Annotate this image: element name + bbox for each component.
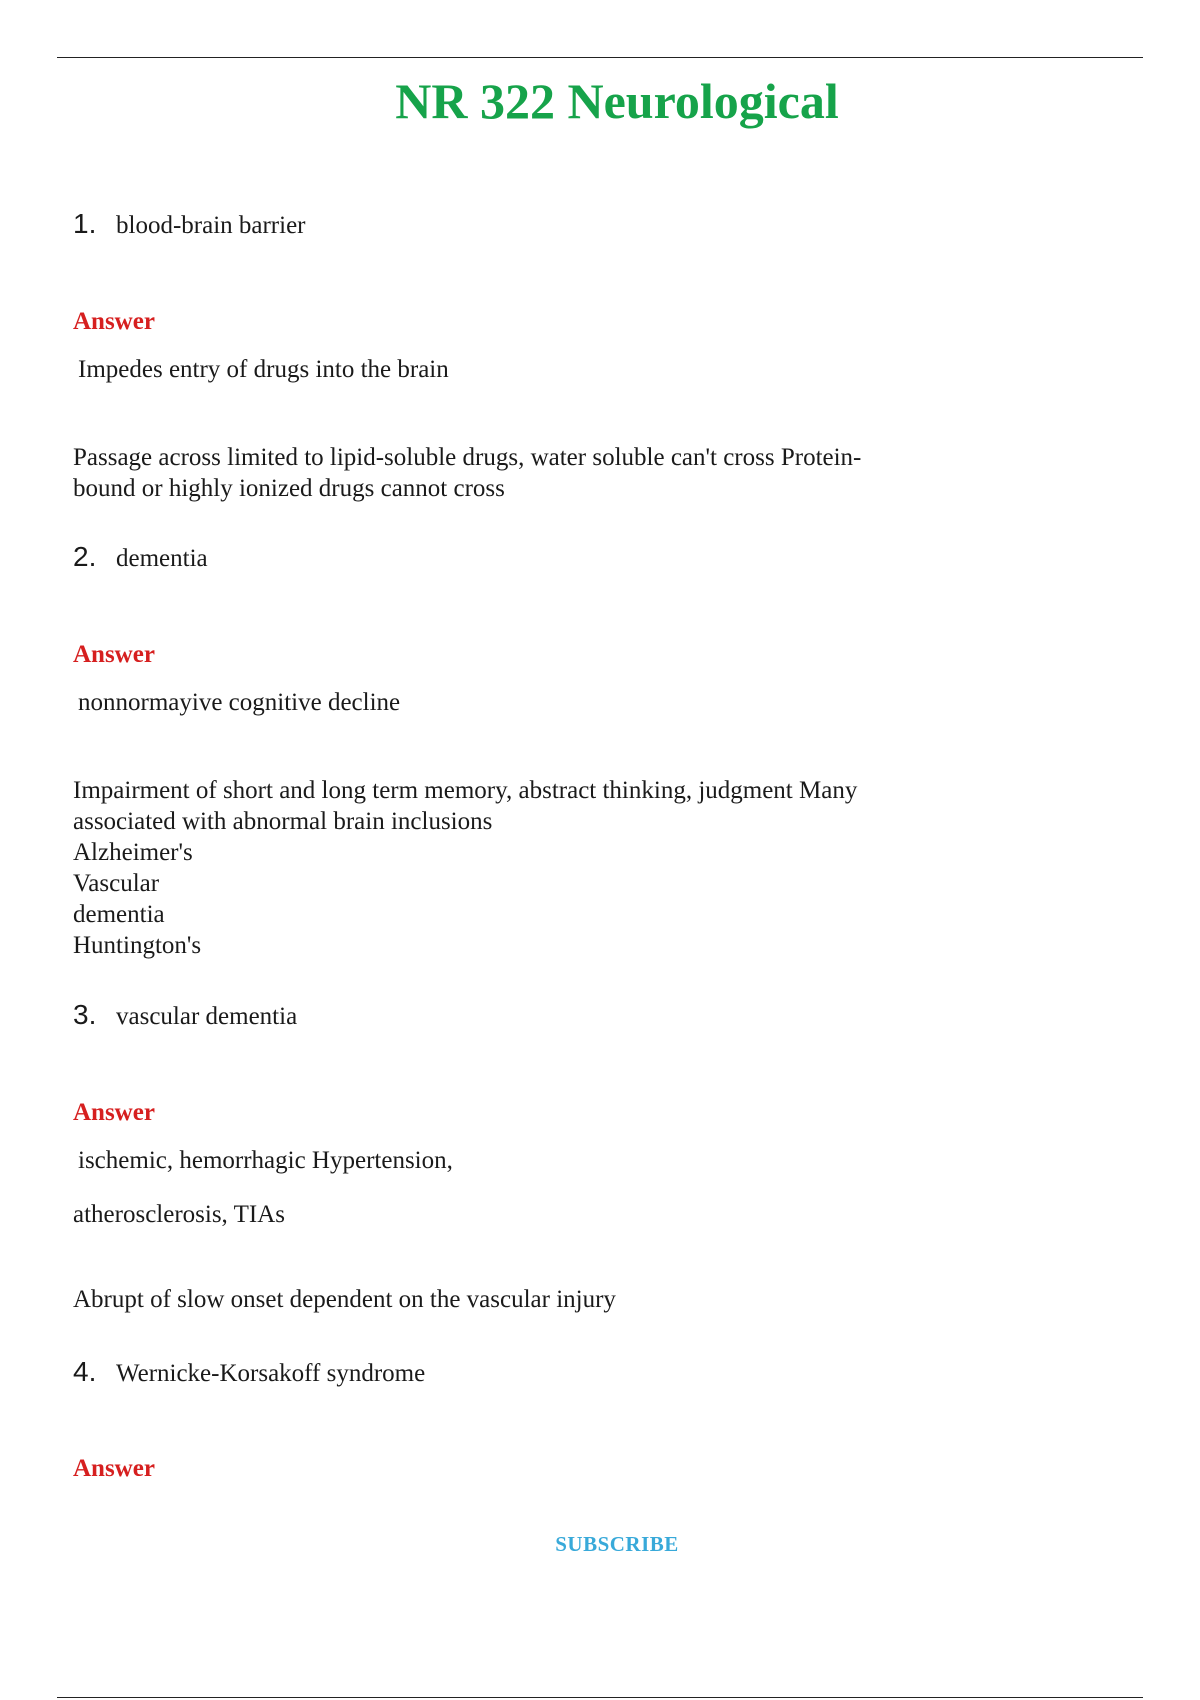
answer-detail xyxy=(73,442,861,504)
question-term: dementia xyxy=(116,545,208,572)
answer-label: Answer xyxy=(73,1455,155,1482)
top-divider xyxy=(57,57,1143,58)
bottom-divider xyxy=(57,1697,1143,1698)
detail-line: Abrupt of slow onset dependent on the vascular injury xyxy=(73,1286,616,1313)
answer-detail xyxy=(73,775,857,961)
question-4 xyxy=(73,1356,425,1388)
answer-label: Answer xyxy=(73,1099,155,1126)
answer-detail xyxy=(73,1284,616,1315)
question-2 xyxy=(73,541,208,573)
question-term: blood-brain barrier xyxy=(116,212,306,239)
answer-text: nonnormayive cognitive decline xyxy=(78,689,401,716)
detail-line: Vascular xyxy=(73,870,160,897)
detail-line: Huntington's xyxy=(73,932,202,959)
detail-line: Impairment of short and long term memory, abstract thinking, judgment Many xyxy=(73,777,858,804)
subscribe-link[interactable]: SUBSCRIBE xyxy=(555,1532,679,1556)
question-number: 2. xyxy=(73,541,97,572)
answer-text-continued: atherosclerosis, TIAs xyxy=(73,1201,285,1228)
answer-label: Answer xyxy=(73,308,155,335)
detail-line: Alzheimer's xyxy=(73,839,193,866)
question-1 xyxy=(73,208,306,240)
detail-line: bound or highly ionized drugs cannot cross xyxy=(73,475,505,502)
answer-label: Answer xyxy=(73,641,155,668)
question-number: 3. xyxy=(73,999,97,1030)
question-term: Wernicke-Korsakoff syndrome xyxy=(116,1360,426,1387)
page-title: NR 322 Neurological xyxy=(395,73,839,129)
question-number: 1. xyxy=(73,208,97,239)
answer-text: Impedes entry of drugs into the brain xyxy=(78,356,449,383)
detail-line: associated with abnormal brain inclusions xyxy=(73,808,493,835)
question-term: vascular dementia xyxy=(116,1003,298,1030)
question-number: 4. xyxy=(73,1356,97,1387)
detail-line: Passage across limited to lipid-soluble drugs, water soluble can't cross Protein- xyxy=(73,444,862,471)
detail-line: dementia xyxy=(73,901,165,928)
answer-text: ischemic, hemorrhagic Hypertension, xyxy=(78,1147,453,1174)
question-3 xyxy=(73,999,297,1031)
